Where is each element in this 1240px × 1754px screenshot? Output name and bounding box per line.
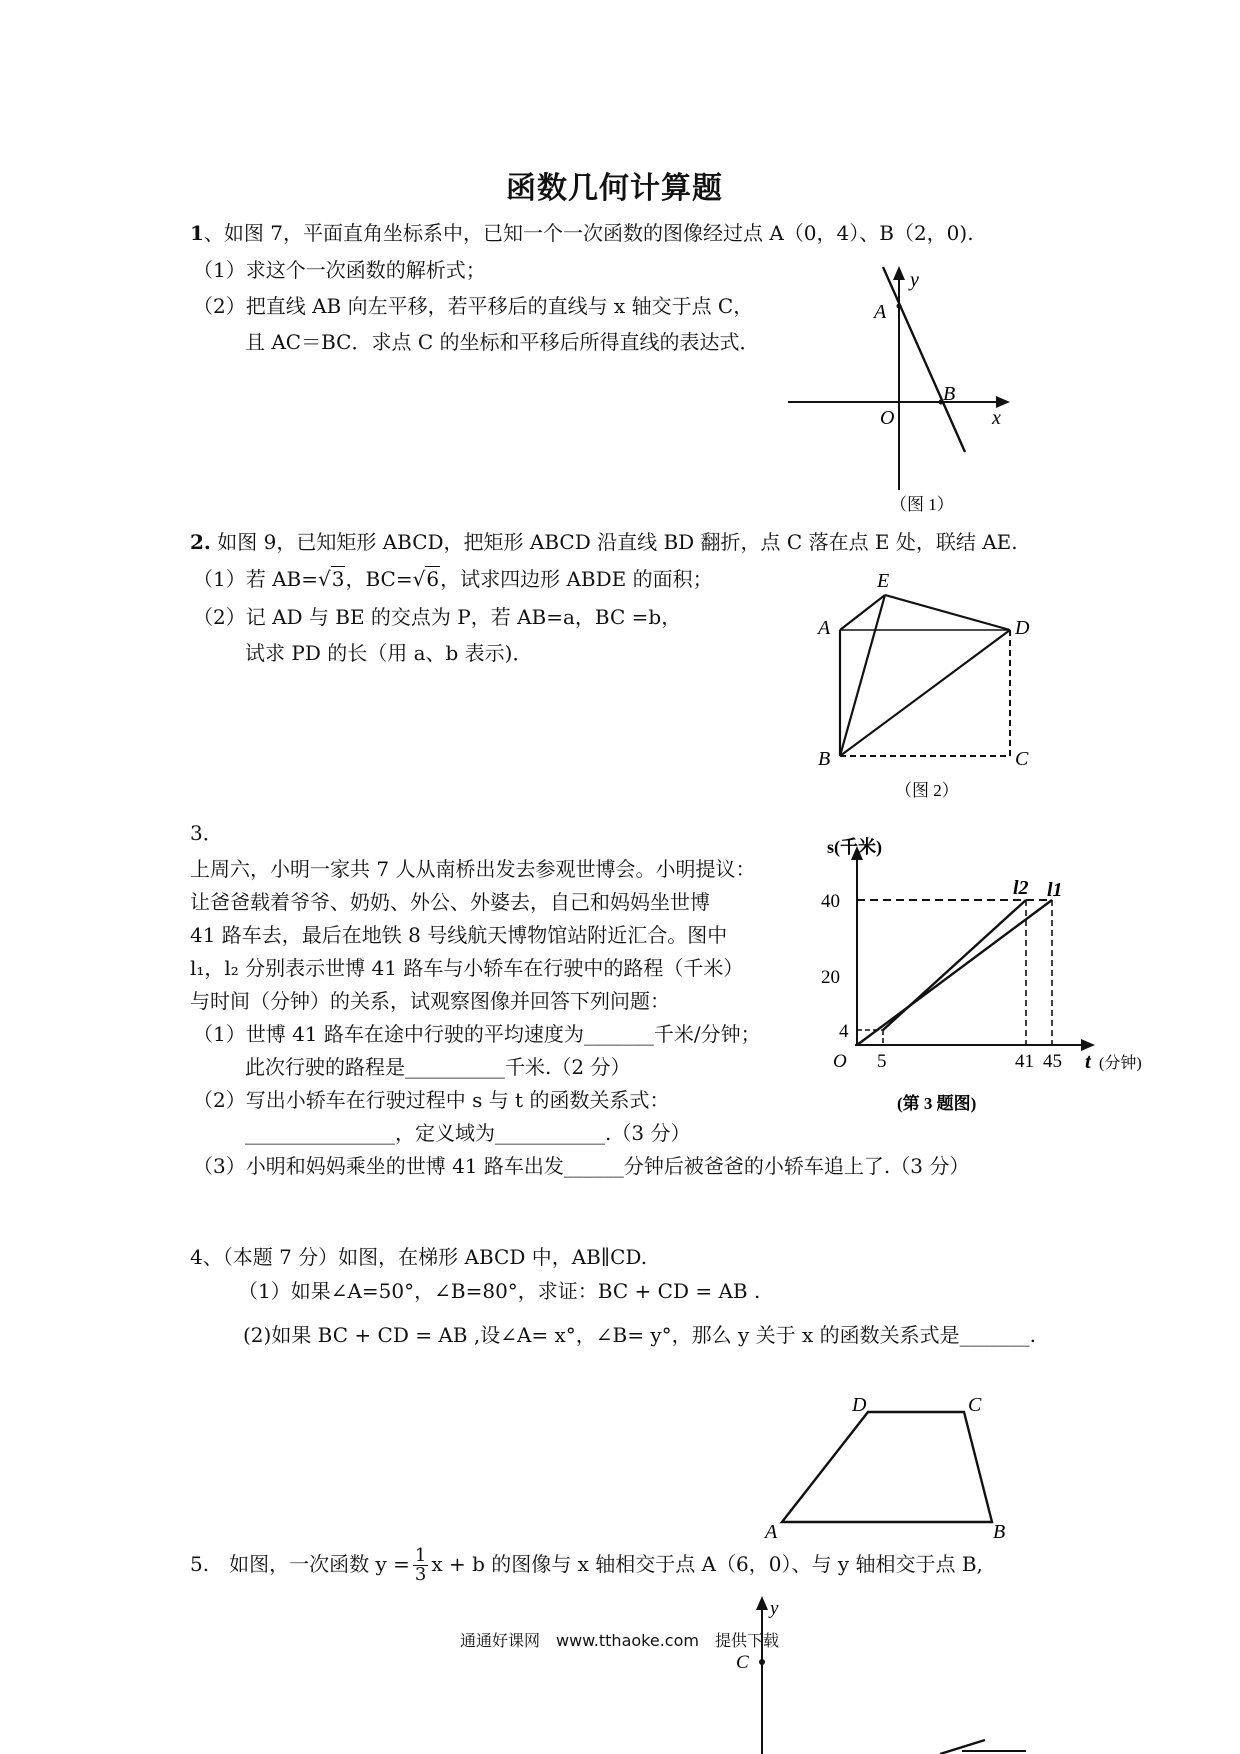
q1-part1: （1）求这个一次函数的解析式；: [193, 258, 486, 282]
q2-label-c: C: [1015, 748, 1029, 770]
q2-part1-pre: （1）若 AB=: [193, 567, 318, 591]
q2-part1-post: ，试求四边形 ABDE 的面积；: [440, 567, 713, 591]
q3-part2-line1: （2）写出小轿车在行驶过程中 s 与 t 的函数关系式：: [193, 1088, 670, 1112]
q2-bd: [840, 630, 1010, 756]
q2-label-a: A: [818, 617, 831, 639]
q1-label-x: x: [992, 407, 1001, 429]
q3-part1-line1: （1）世博 41 路车在途中行驶的平均速度为_______千米/分钟；: [193, 1022, 761, 1046]
q3-line1: 上周六，小明一家共 7 人从南桥出发去参观世博会。小明提议：: [190, 857, 756, 881]
q5-frac-numerator: 1: [414, 1545, 427, 1566]
q3-label-l1: l1: [1047, 879, 1063, 901]
q5-post: x + b 的图像与 x 轴相交于点 A（6，0）、与 y 轴相交于点 B,: [431, 1552, 983, 1576]
q4-trapezoid: [782, 1412, 992, 1522]
q1-part2-line2: 且 AC＝BC．求点 C 的坐标和平移后所得直线的表达式．: [245, 330, 760, 354]
q2-stem-text: 如图 9，已知矩形 ABCD，把矩形 ABCD 沿直线 BD 翻折，点 C 落在点 E 处，联结 AE.: [210, 530, 1018, 554]
page-footer: 通通好课网 www.tthaoke.com 提供下载: [460, 1631, 779, 1650]
q3-number: 3．: [190, 821, 223, 845]
q3-t-unit: (分钟): [1099, 1055, 1142, 1072]
q2-part2-line1: （2）记 AD 与 BE 的交点为 P，若 AB=a，BC =b，: [193, 605, 682, 629]
q1-line-ab: [883, 267, 965, 452]
q3-line2: 让爸爸载着爷爷、奶奶、外公、外婆去，自己和妈妈坐世博: [190, 890, 710, 914]
q3-s-label: s(千米): [827, 837, 882, 857]
q5-pre: 5. 如图，一次函数 y =: [190, 1552, 410, 1576]
q4-figure: [760, 1395, 1030, 1545]
q2-label-d: D: [1015, 617, 1030, 639]
q2-stem: [190, 529, 1018, 555]
q4-label-c: C: [968, 1395, 982, 1416]
q1-label-y: y: [910, 269, 919, 291]
q3-part1-line2: 此次行驶的路程是__________千米.（2 分）: [245, 1055, 631, 1079]
q2-part1-mid: ，BC=: [345, 567, 413, 591]
q3-origin: O: [833, 1051, 847, 1072]
q2-caption: （图 2）: [895, 781, 959, 800]
q3-tick-40: 40: [821, 891, 840, 912]
q1-figure: [780, 262, 1020, 522]
q1-label-o: O: [880, 407, 895, 429]
sqrt-symbol: √: [317, 567, 331, 591]
q2-number: 2.: [190, 530, 211, 554]
q5-label-c: C: [736, 1652, 749, 1673]
sqrt-symbol: √: [412, 567, 426, 591]
q3-tick-t5: 5: [877, 1051, 887, 1072]
q1-y-arrow: [893, 266, 905, 280]
q3-line4: l₁，l₂ 分别表示世博 41 路车与小轿车在行驶中的路程（千米）: [190, 956, 744, 980]
q2-ae: [840, 595, 885, 630]
q2-ed: [885, 595, 1010, 630]
q4-part2: (2)如果 BC + CD = AB ,设∠A= x°，∠B= y°，那么 y 关于 x 的函数关系式是_______.: [243, 1323, 1037, 1347]
q5-figure: [730, 1594, 1060, 1754]
q2-root-2: 6: [426, 567, 440, 591]
q3-tick-t41: 41: [1015, 1051, 1034, 1072]
q4-label-d: D: [852, 1395, 867, 1416]
q2-label-e: E: [877, 570, 890, 592]
q4-part1: （1）如果∠A=50°，∠B=80°，求证：BC + CD = AB .: [238, 1279, 761, 1303]
q1-label-b: B: [943, 383, 956, 405]
q3-series-l2: [883, 900, 1026, 1030]
q2-figure: [815, 570, 1035, 810]
q4-label-b: B: [993, 1521, 1006, 1543]
q3-part3: （3）小明和妈妈乘坐的世博 41 路车出发______分钟后被爸爸的小轿车追上了.（3 分）: [193, 1154, 970, 1178]
q3-label-l2: l2: [1013, 877, 1029, 899]
q1-stem-text: 、如图 7，平面直角坐标系中，已知一个一次函数的图像经过点 A（0，4）、B（2，0).: [203, 221, 974, 245]
q3-part2-line2: _______________，定义域为___________.（3 分）: [245, 1121, 691, 1145]
q3-line5: 与时间（分钟）的关系，试观察图像并回答下列问题：: [190, 989, 670, 1013]
q2-part1: [193, 566, 713, 592]
q1-caption: （图 1）: [890, 495, 954, 514]
q5-label-y: y: [770, 1598, 779, 1619]
q3-tick-t45: 45: [1043, 1051, 1062, 1072]
q3-tick-20: 20: [821, 967, 840, 988]
q3-series-l1: [857, 900, 1052, 1045]
q5-point-c: [759, 1659, 765, 1665]
q4-label-a: A: [765, 1521, 778, 1543]
q3-chart: [815, 828, 1155, 1118]
q1-number: 1: [190, 221, 204, 245]
q1-part2-line1: （2）把直线 AB 向左平移，若平移后的直线与 x 轴交于点 C，: [193, 294, 754, 318]
q3-t-label: t: [1085, 1049, 1091, 1073]
q2-be: [840, 595, 885, 756]
q5-y-arrow: [756, 1596, 768, 1610]
q2-label-b: B: [818, 748, 831, 770]
q1-stem: [190, 220, 974, 246]
q5-stem: [190, 1547, 983, 1584]
q3-line3: 41 路车去，最后在地铁 8 号线航天博物馆站附近汇合。图中: [190, 923, 728, 947]
q5-frac-denominator: 3: [414, 1564, 427, 1585]
q1-label-a: A: [874, 301, 887, 323]
q2-part2-line2: 试求 PD 的长（用 a、b 表示)．: [245, 641, 533, 665]
q3-caption: (第 3 题图): [897, 1094, 977, 1113]
q3-tick-4: 4: [839, 1021, 849, 1042]
q2-root-1: 3: [331, 567, 345, 591]
page-title: 函数几何计算题: [506, 171, 723, 206]
q1-point-a: [897, 304, 902, 309]
q5-fraction: [413, 1547, 428, 1584]
q4-stem: 4、（本题 7 分）如图，在梯形 ABCD 中，AB∥CD.: [190, 1245, 648, 1269]
